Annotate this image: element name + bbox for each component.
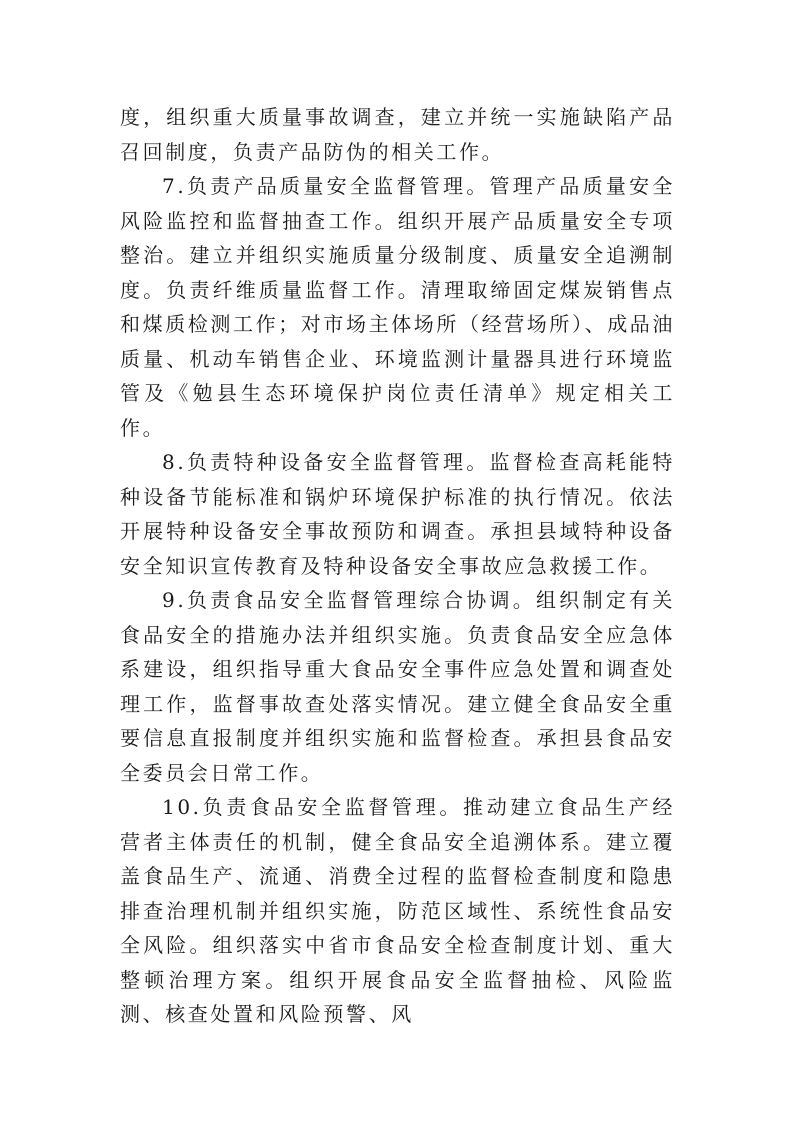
paragraph-item-7: 7.负责产品质量安全监督管理。管理产品质量安全风险监控和监督抽查工作。组织开展产品质量安全专项整治。建立并组织实施质量分级制度、质量安全追溯制度。负责纤维质量监督工作。清理取缔固定煤炭销售点和煤质检测工作；对市场主体场所（经营场所）、成品油质量、机动车销售企业、环境监测计量器具进行环境监管及《勉县生态环境保护岗位责任清单》规定相关工作。: [120, 174, 675, 440]
paragraph-continuation: 度，组织重大质量事故调查，建立并统一实施缺陷产品召回制度，负责产品防伪的相关工作。: [120, 105, 675, 164]
paragraph-item-9: 9.负责食品安全监督管理综合协调。组织制定有关食品安全的措施办法并组织实施。负责食品安全应急体系建设，组织指导重大食品安全事件应急处置和调查处理工作，监督事故查处落实情况。建立健全食品安全重要信息直报制度并组织实施和监督检查。承担县食品安全委员会日常工作。: [120, 588, 675, 785]
paragraph-item-8: 8.负责特种设备安全监督管理。监督检查高耗能特种设备节能标准和锅炉环境保护标准的执行情况。依法开展特种设备安全事故预防和调查。承担县域特种设备安全知识宣传教育及特种设备安全事故应急救援工作。: [120, 450, 675, 578]
document-page: [120, 100, 675, 1032]
paragraph-item-10: 10.负责食品安全监督管理。推动建立食品生产经营者主体责任的机制，健全食品安全追溯体系。建立覆盖食品生产、流通、消费全过程的监督检查制度和隐患排查治理机制并组织实施，防范区域性、系统性食品安全风险。组织落实中省市食品安全检查制度计划、重大整顿治理方案。组织开展食品安全监督抽检、风险监测、核查处置和风险预警、风: [120, 795, 675, 1026]
